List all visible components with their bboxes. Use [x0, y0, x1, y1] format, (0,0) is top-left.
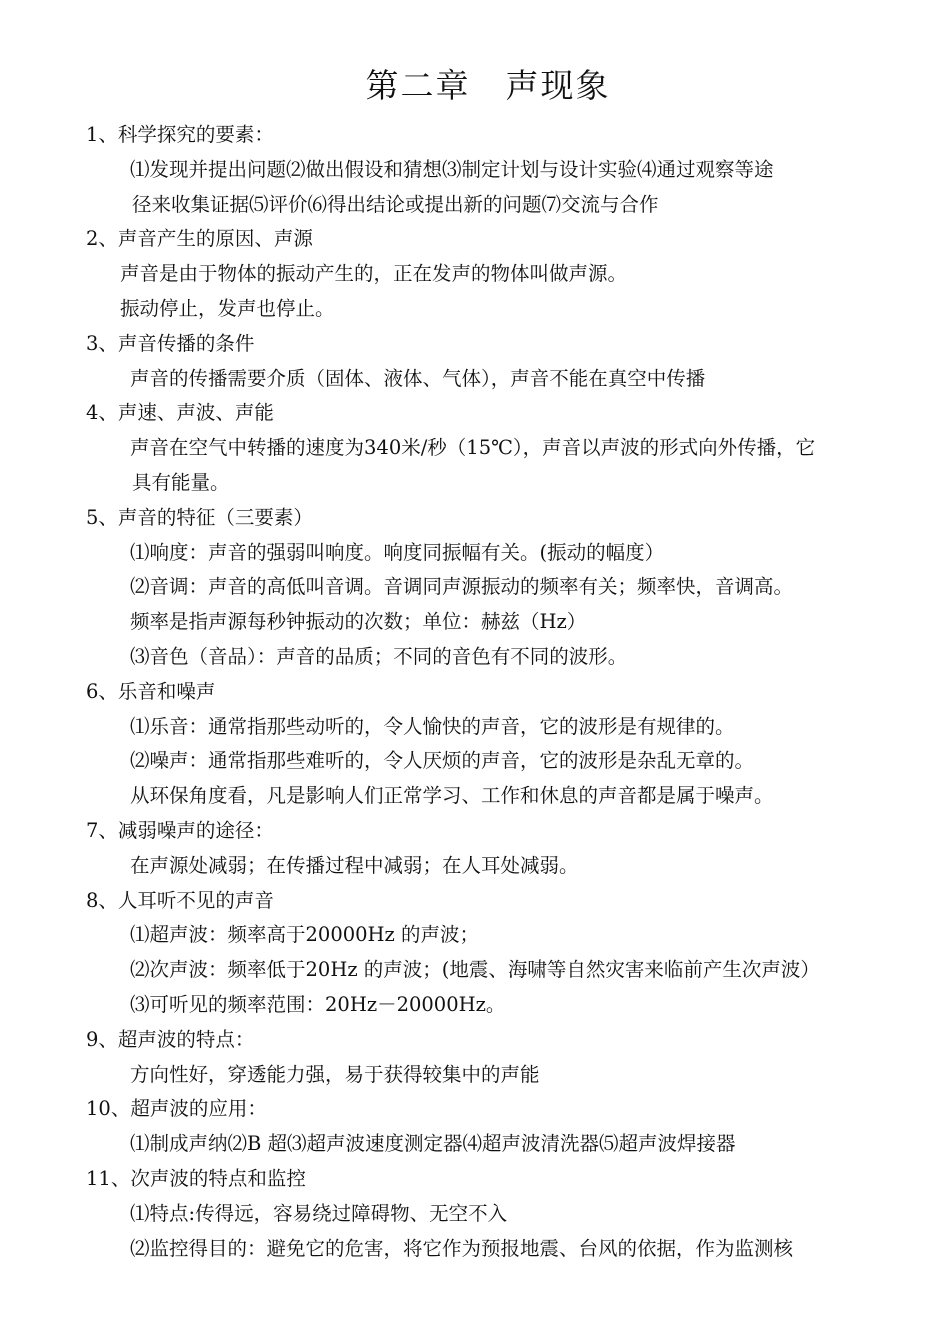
section-text: 频率是指声源每秒钟振动的次数；单位：赫兹（Hz）: [130, 610, 587, 634]
section-text: ⑴乐音：通常指那些动听的，令人愉快的声音，它的波形是有规律的。: [130, 714, 735, 738]
section-heading: 3、声音传播的条件: [86, 331, 255, 355]
section-heading: 11、次声波的特点和监控: [86, 1166, 306, 1190]
section-text: 在声源处减弱；在传播过程中减弱；在人耳处减弱。: [130, 853, 579, 877]
section-text: 声音在空气中转播的速度为340米/秒（15℃），声音以声波的形式向外传播，它: [130, 436, 816, 460]
section-heading: 5、声音的特征（三要素）: [86, 505, 313, 529]
section-heading: 8、人耳听不见的声音: [86, 888, 274, 912]
section-text: ⑴响度：声音的强弱叫响度。响度同振幅有关。(振动的幅度）: [130, 540, 665, 564]
document-body: [86, 118, 916, 1266]
section-text: 声音是由于物体的振动产生的，正在发声的物体叫做声源。: [120, 262, 628, 286]
section-text: ⑶可听见的频率范围：20Hz－20000Hz。: [130, 992, 506, 1016]
section-heading: 9、超声波的特点：: [86, 1027, 255, 1051]
section-text: 声音的传播需要介质（固体、液体、气体），声音不能在真空中传播: [130, 366, 706, 390]
section-heading: 10、超声波的应用：: [86, 1097, 267, 1121]
section-heading: 2、声音产生的原因、声源: [86, 227, 313, 251]
section-text: 径来收集证据⑸评价⑹得出结论或提出新的问题⑺交流与合作: [132, 192, 659, 216]
section-text: ⑶音色（音品）：声音的品质；不同的音色有不同的波形。: [130, 644, 628, 668]
section-text: ⑴特点:传得远，容易绕过障碍物、无空不入: [130, 1201, 508, 1225]
section-heading: 6、乐音和噪声: [86, 679, 216, 703]
section-text: ⑴发现并提出问题⑵做出假设和猜想⑶制定计划与设计实验⑷通过观察等途: [130, 157, 774, 181]
section-heading: 1、科学探究的要素：: [86, 123, 274, 146]
section-text: ⑴超声波：频率高于20000Hz 的声波；: [130, 923, 480, 947]
section-text: ⑵噪声：通常指那些难听的，令人厌烦的声音，它的波形是杂乱无章的。: [130, 749, 755, 773]
section-text: ⑵次声波：频率低于20Hz 的声波；(地震、海啸等自然灾害来临前产生次声波）: [130, 958, 820, 982]
section-text: ⑵监控得目的：避免它的危害，将它作为预报地震、台风的依据，作为监测核: [130, 1236, 794, 1260]
section-text: 从环保角度看，凡是影响人们正常学习、工作和休息的声音都是属于噪声。: [130, 784, 774, 808]
section-text: ⑵音调：声音的高低叫音调。音调同声源振动的频率有关；频率快，音调高。: [130, 575, 794, 599]
section-heading: 4、声速、声波、声能: [86, 401, 274, 425]
page-title: 第二章 声现象: [365, 66, 611, 105]
section-text: 具有能量。: [132, 470, 230, 494]
section-text: 振动停止，发声也停止。: [120, 296, 335, 320]
section-text: 方向性好，穿透能力强，易于获得较集中的声能: [130, 1062, 540, 1086]
section-text: ⑴制成声纳⑵B 超⑶超声波速度测定器⑷超声波清洗器⑸超声波焊接器: [130, 1132, 736, 1156]
section-heading: 7、减弱噪声的途径：: [86, 818, 274, 842]
